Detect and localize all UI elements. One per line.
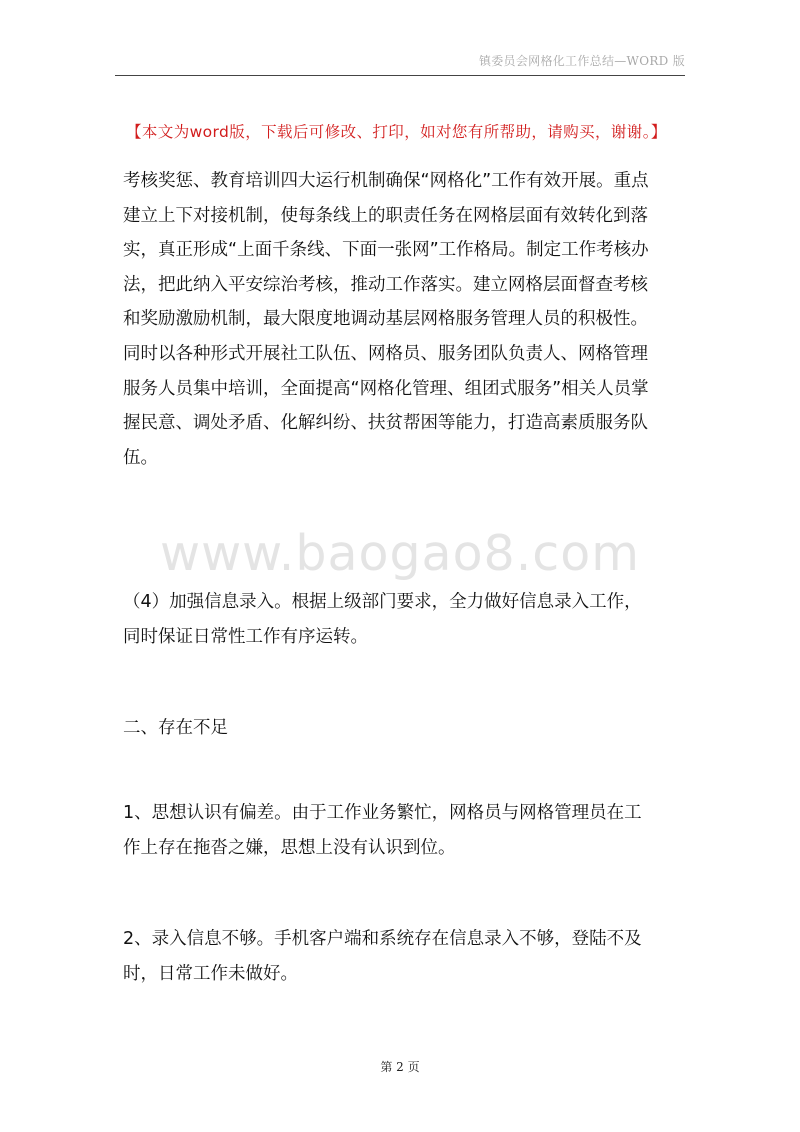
text-line: 2、录入信息不够。手机客户端和系统存在信息录入不够，登陆不及 [123,929,642,949]
watermark-text: www.baogao8.com [160,525,640,582]
body-paragraph-3 [123,796,683,865]
text-line: 和奖励激励机制，最大限度地调动基层网格服务管理人员的积极性。 [123,309,648,330]
header-rule [115,75,685,76]
running-header: 镇委员会网格化工作总结—WORD 版 [478,54,685,68]
text-line: 服务人员集中培训，全面提高“网格化管理、组团式服务”相关人员掌 [123,378,649,399]
body-paragraph-2 [123,585,683,654]
text-line: 1、思想认识有偏差。由于工作业务繁忙，网格员与网格管理员在工 [123,803,642,823]
text-line: 作上存在拖沓之嫌，思想上没有认识到位。 [123,837,456,858]
body-paragraph-1 [123,164,683,475]
page-number: 第 2 页 [380,1060,420,1074]
section-heading [123,711,683,746]
text-line: 法，把此纳入平安综治考核，推动工作落实。建立网格层面督查考核 [123,274,648,295]
text-line: 伍。 [123,447,158,468]
text-line: （4）加强信息录入。根据上级部门要求，全力做好信息录入工作， [123,592,642,612]
text-line: 建立上下对接机制，使每条线上的职责任务在网格层面有效转化到落 [123,205,648,226]
text-line: 握民意、调处矛盾、化解纠纷、扶贫帮困等能力，打造高素质服务队 [123,413,648,434]
text-line: 时，日常工作未做好。 [123,963,298,984]
text-line: 同时以各种形式开展社工队伍、网格员、服务团队负责人、网格管理 [123,343,648,364]
body-paragraph-4 [123,922,683,991]
text-line: 实，真正形成“上面千条线、下面一张网”工作格局。制定工作考核办 [123,240,649,261]
purchase-notice: 【本文为word版，下载后可修改、打印，如对您有所帮助，请购买，谢谢。】 [126,123,667,141]
text-line: 同时保证日常性工作有序运转。 [123,626,368,647]
text-line: 考核奖惩、教育培训四大运行机制确保“网格化”工作有效开展。重点 [123,171,649,191]
text-line: 二、存在不足 [123,718,228,738]
